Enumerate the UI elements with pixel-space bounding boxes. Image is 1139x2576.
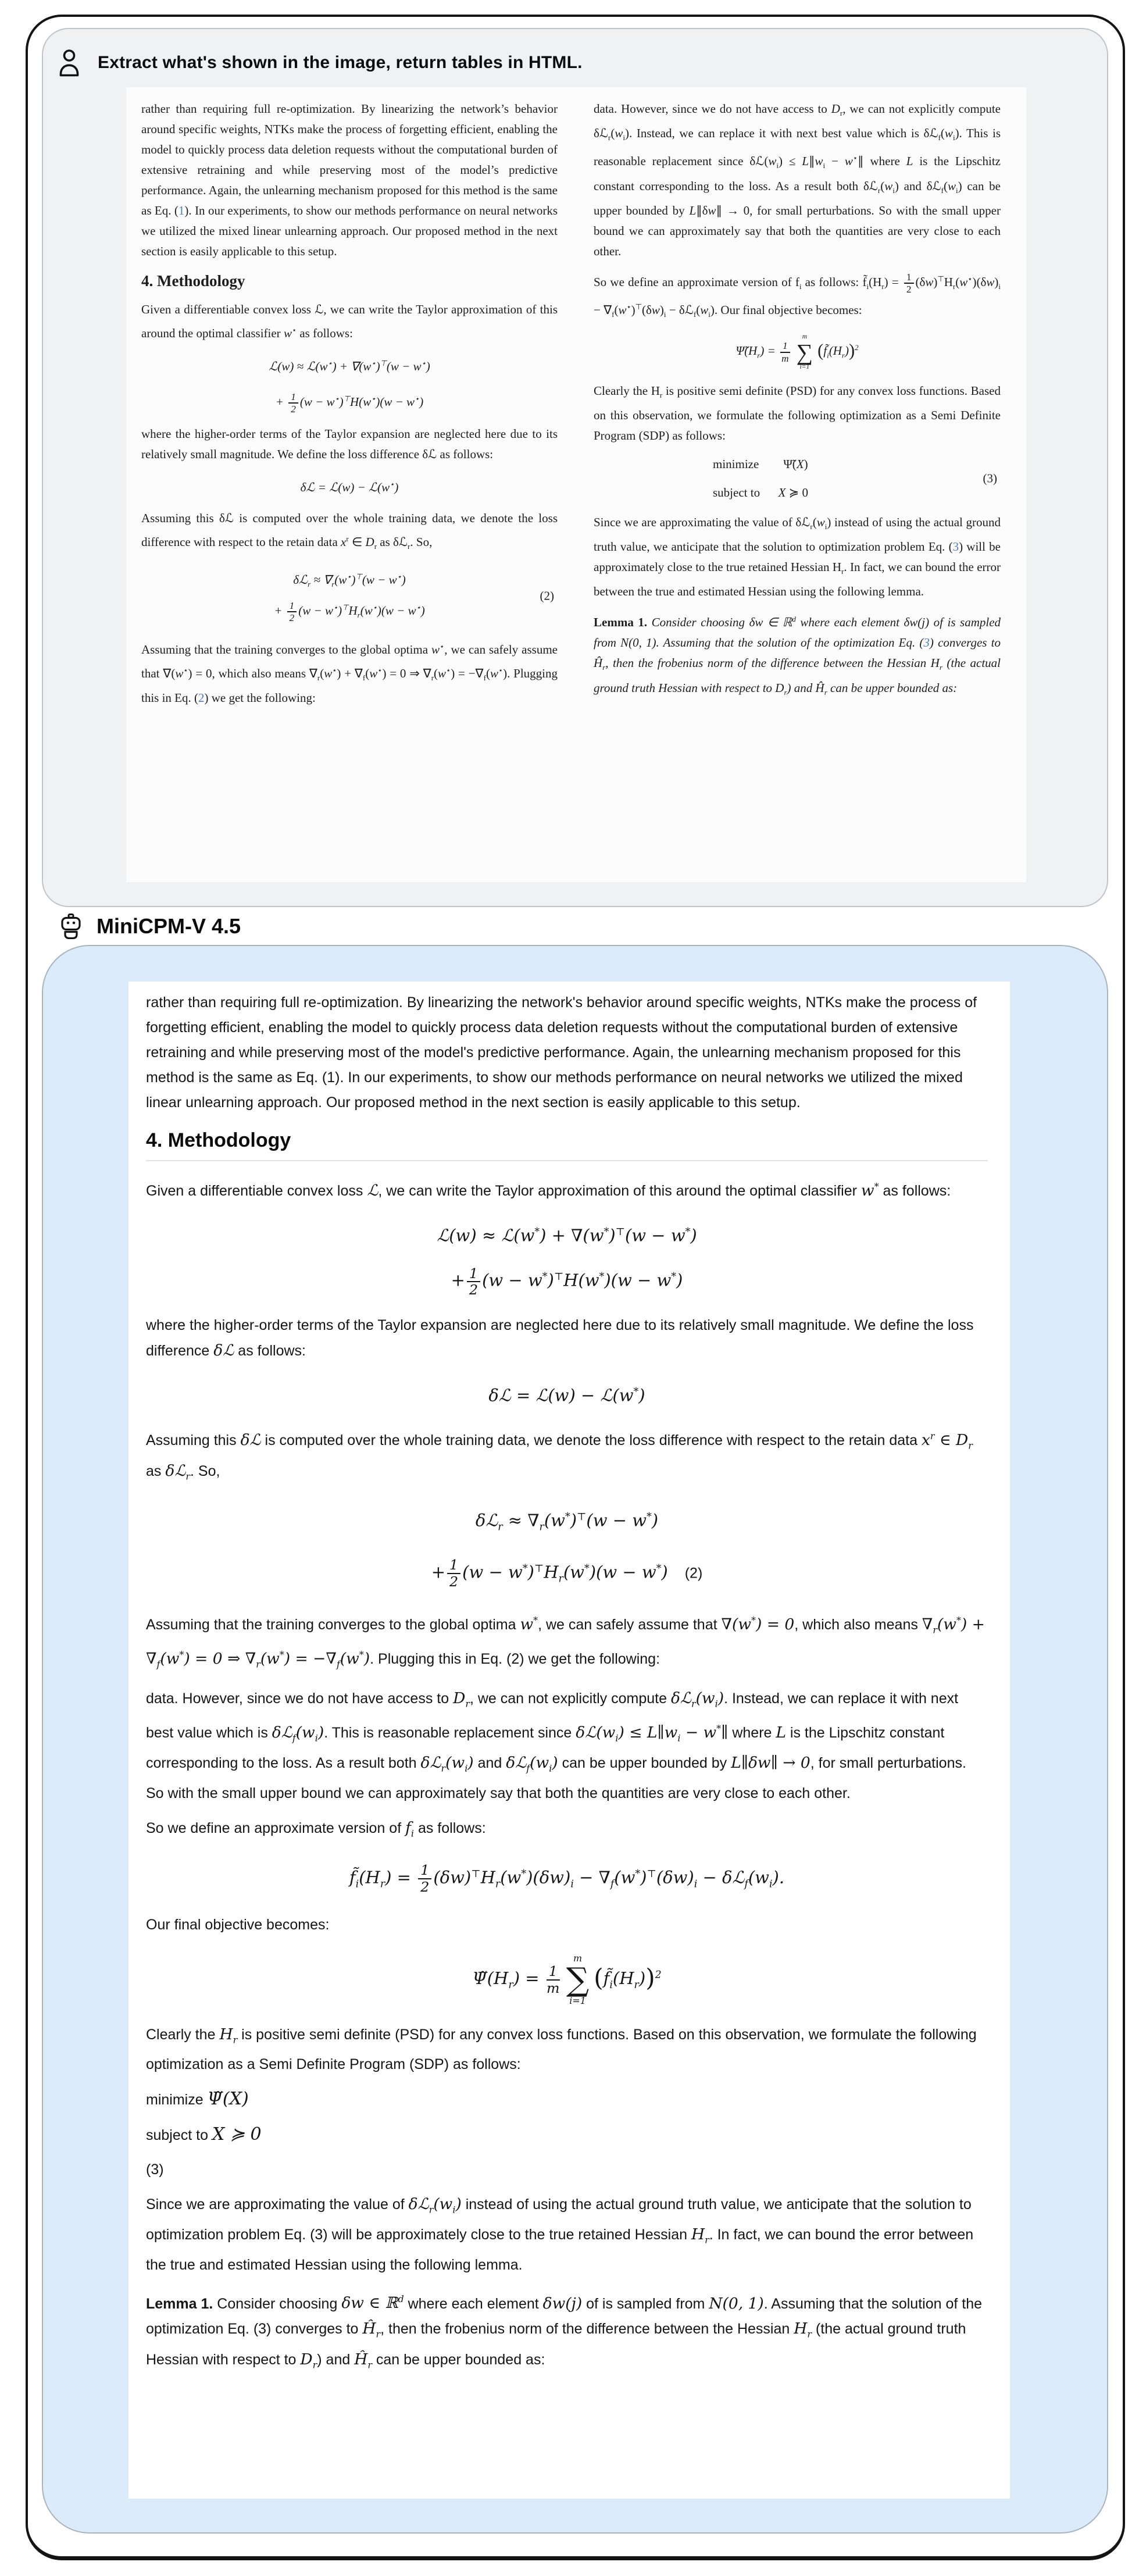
assistant-optimization-minimize: minimize Ψ̃(X)	[146, 2088, 249, 2109]
assistant-equation-2: + $\frac{1}{2}$ $(w - w^*)^⊤H_r(w^*)(w - w^*)$ (2)	[431, 1557, 703, 1590]
paper-equation: δℒ = ℒ(w) − ℒ(w⋆)	[300, 480, 399, 495]
chat-window[interactable]	[26, 15, 1125, 2560]
paper-equation: ℒ(w) ≈ ℒ(w⋆) + ∇(w⋆)⊤(w − w⋆)	[269, 359, 430, 373]
paper-paragraph: So we define an approximate version of $f_i$ as follows: $f̃_i(H_r)$ = $\frac{1}{2}$ $(\delta w)^⊤H_r(w^⋆)(\delta w)_i - \nabla_f(w^⋆)^⊤(\delta w)_i$ − $\delta ℒ_f(w_i)$. Our final objective becomes:	[594, 271, 1001, 319]
paper-image	[126, 87, 1026, 882]
paper-paragraph: where the higher-order terms of the Taylor expansion are neglected here due to its relatively small magnitude. We define the loss difference δℒ as follows:	[141, 427, 558, 462]
paper-equation-2: δℒ$_r$ ≈ $\nabla_r(w^⋆)^⊤(w - w^⋆)$ + $\frac{1}{2}$ $(w - w^⋆)^⊤H_r(w^⋆)(w - w^⋆)$ (2)	[274, 572, 554, 624]
person-icon	[58, 49, 80, 77]
paper-paragraph: Assuming this δℒ is computed over the whole training data, we denote the loss difference with respect to the retain data $x^r$ ∈ $D_r$ as δℒ$_r$. So,	[141, 511, 558, 551]
assistant-equation-number-3: (3)	[146, 2161, 164, 2178]
assistant-paragraph: Our final objective becomes:	[146, 1917, 330, 1933]
equation-number: (3)	[983, 471, 997, 486]
paper-equation: + $\frac{1}{2}$ (w − w⋆)⊤H(w⋆)(w − w⋆)	[275, 391, 424, 415]
assistant-equation: $f̃_i(H_r)$ = $\frac{1}{2}$ $(\delta w)^⊤H_r(w^*)(\delta w)_i - \nabla_f(w^*)^⊤(\delta w)_i$ − $\delta ℒ_f(w_i)$.	[349, 1862, 785, 1895]
robot-icon	[60, 914, 81, 939]
paper-paragraph: Clearly the $H_r$ is positive semi definite (PSD) for any convex loss functions. Based on this observation, we formulate the following optimization as a Semi Definite Program (SDP) as follows:	[594, 383, 1001, 443]
paper-paragraph: data. However, since we do not have access to $D_r$, we can not explicitly compute $\delta ℒ_r(w_i)$. Instead, we can replace it with next best value which is $\delta ℒ_f(w_i)$. This is reasonable replacement since $\delta ℒ(w_i)$ ≤ $L\parallel w_i$ − w⋆∥ where L is the Lipschitz constant corresponding to the loss. As a result both $\delta ℒ_r(w_i)$ and $\delta ℒ_f(w_i)$ can be upper bounded by L∥δw∥ → 0, for small perturbations. So with the small upper bound we can approximately say that both the quantities are very close to each other.	[594, 102, 1001, 258]
user-message-bubble	[42, 28, 1108, 907]
user-message-header	[58, 49, 583, 77]
assistant-equation: ℒ(w) ≈ ℒ(w*) + ∇(w*)⊤(w − w*)	[437, 1225, 697, 1246]
assistant-paragraph: So we define an approximate version of $f_i$ as follows:	[146, 1818, 486, 1839]
paper-paragraph: Since we are approximating the value of $\delta ℒ_r(w_i)$ instead of using the actual ground truth value, we anticipate that the solution to optimization problem Eq. (3) will be approximately close to the true retained Hessian $H_r$. In fact, we can bound the error between the true and estimated Hessian using the following lemma.	[594, 515, 1001, 599]
assistant-equation: δℒ$_r$ ≈ $\nabla_r(w^*)^⊤(w - w^*)$	[475, 1510, 659, 1533]
assistant-paragraph: Since we are approximating the value of $\delta ℒ_r(w_i)$ instead of using the actual ground truth value, we anticipate that the solution to optimization problem Eq. (3) will be approximately close to the true retained Hessian $H_r$. In fact, we can bound the error between the true and estimated Hessian using the following lemma.	[146, 2195, 974, 2273]
paper-paragraph: Assuming that the training converges to the global optima w⋆, we can safely assume that ∇(w⋆) = 0, which also means $\nabla_r(w^⋆) + \nabla_f(w^⋆) = 0$ ⇒ $\nabla_r(w^⋆) = -\nabla_f(w^⋆)$. Plugging this in Eq. (2) we get the following:	[141, 642, 558, 705]
assistant-paragraph: data. However, since we do not have access to $D_r$, we can not explicitly compute $\delta ℒ_r(w_i)$. Instead, we can replace it with next best value which is $\delta ℒ_f(w_i)$. This is reasonable replacement since $\delta ℒ(w_i)$ ≤ $L\parallel w_i$ − w*∥ where L is the Lipschitz constant corresponding to the loss. As a result both $\delta ℒ_r(w_i)$ and $\delta ℒ_f(w_i)$ can be upper bounded by L∥δw∥ → 0, for small perturbations. So with the small upper bound we can approximately say that both the quantities are very close to each other.	[146, 1689, 966, 1801]
user-message-text: Extract what's shown in the image, return tables in HTML.	[98, 53, 583, 72]
assistant-message-bubble	[42, 945, 1108, 2534]
assistant-paragraph: Given a differentiable convex loss ℒ, we can write the Taylor approximation of this around the optimal classifier w* as follows:	[146, 1181, 951, 1200]
assistant-paragraph: Assuming this δℒ is computed over the whole training data, we denote the loss difference with respect to the retain data $x^r$ ∈ $D_r$ as δℒ$_r$. So,	[146, 1430, 973, 1482]
paper-equation: $\Psĩ(H_r)$ = $\frac{1}{m}$ m ∑ i=1 $(f̃_i(H_r))^2$	[735, 333, 859, 371]
assistant-paragraph: Assuming that the training converges to the global optima w*, we can safely assume that ∇(w*) = 0, which also means $\nabla_r(w^*) + \nabla_f(w^*) = 0$ ⇒ $\nabla_r(w^*) = -\nabla_f(w^*)$. Plugging this in Eq. (2) we get the following:	[146, 1614, 985, 1669]
paper-paragraph: Given a differentiable convex loss ℒ, we can write the Taylor approximation of this around the optimal classifier w⋆ as follows:	[141, 302, 558, 340]
paper-paragraph: rather than requiring full re-optimization. By linearizing the network’s behavior around specific weights, NTKs make the process of forgetting efficient, enabling the model to quickly process data deletion requests without the computational burden of extensive retraining and while preserving most of the model’s predictive performance. Again, the unlearning mechanism proposed for this method is the same as Eq. (1). In our experiments, to show our methods performance on neural networks we utilized the mixed linear unlearning approach. Our proposed method in the next section is easily applicable to this setup.	[141, 102, 558, 258]
assistant-name: MiniCPM-V 4.5	[97, 914, 241, 938]
assistant-equation: + $\frac{1}{2}$ (w − w*)⊤H(w*)(w − w*)	[451, 1265, 683, 1298]
paper-equation-3: minimize Ψ̃(X) subject to X ≽ 0 (3)	[713, 457, 997, 500]
paper-right-column	[594, 99, 1001, 882]
heading-divider	[146, 1160, 988, 1161]
paper-lemma: Lemma 1. Consider choosing δw ∈ ℝ$^d$ where each element δw(j) of is sampled from N(0, 1). Assuming that the solution of the optimization Eq. (3) converges to $Ĥ_r$, then the frobenius norm of the difference between the Hessian $H_r$ (the actual ground truth Hessian with respect to $D_r$) and $Ĥ_r$ can be upper bounded as:	[594, 615, 1001, 697]
paper-left-column	[141, 99, 558, 882]
equation-number: (2)	[540, 588, 554, 603]
assistant-heading: 4. Methodology	[146, 1129, 291, 1151]
assistant-optimization-subject: subject to X ≽ 0	[146, 2124, 262, 2145]
assistant-paragraph: where the higher-order terms of the Taylor expansion are neglected here due to its relatively small magnitude. We define the loss difference δℒ as follows:	[146, 1316, 974, 1360]
assistant-equation: δℒ = ℒ(w) − ℒ(w*)	[488, 1385, 645, 1405]
assistant-equation: $\Psĩ(H_r)$ = $\frac{1}{m}$ m ∑ i=1 $(f̃_i(H_r))^2$	[472, 1953, 662, 2006]
assistant-content	[128, 982, 1010, 2499]
paper-section-heading: 4. Methodology	[141, 272, 245, 290]
assistant-lemma: Lemma 1. Consider choosing δw ∈ ℝ$^d$ where each element δw(j) of is sampled from N(0, 1). Assuming that the solution of the optimization Eq. (3) converges to $Ĥ_r$, then the frobenius norm of the difference between the Hessian $H_r$ (the actual ground truth Hessian with respect to $D_r$) and $Ĥ_r$ can be upper bounded as:	[146, 2293, 982, 2370]
assistant-header	[60, 914, 241, 939]
assistant-paragraph: rather than requiring full re-optimization. By linearizing the network's behavior around specific weights, NTKs make the process of forgetting efficient, enabling the model to quickly process data deletion requests without the computational burden of extensive retraining and while preserving most of the model's predictive performance. Again, the unlearning mechanism proposed for this method is the same as Eq. (1). In our experiments, to show our methods performance on neural networks we utilized the mixed linear unlearning approach. Our proposed method in the next section is easily applicable to this setup.	[146, 994, 977, 1111]
assistant-paragraph: Clearly the $H_r$ is positive semi definite (PSD) for any convex loss functions. Based on this observation, we formulate the following optimization as a Semi Definite Program (SDP) as follows:	[146, 2025, 977, 2072]
